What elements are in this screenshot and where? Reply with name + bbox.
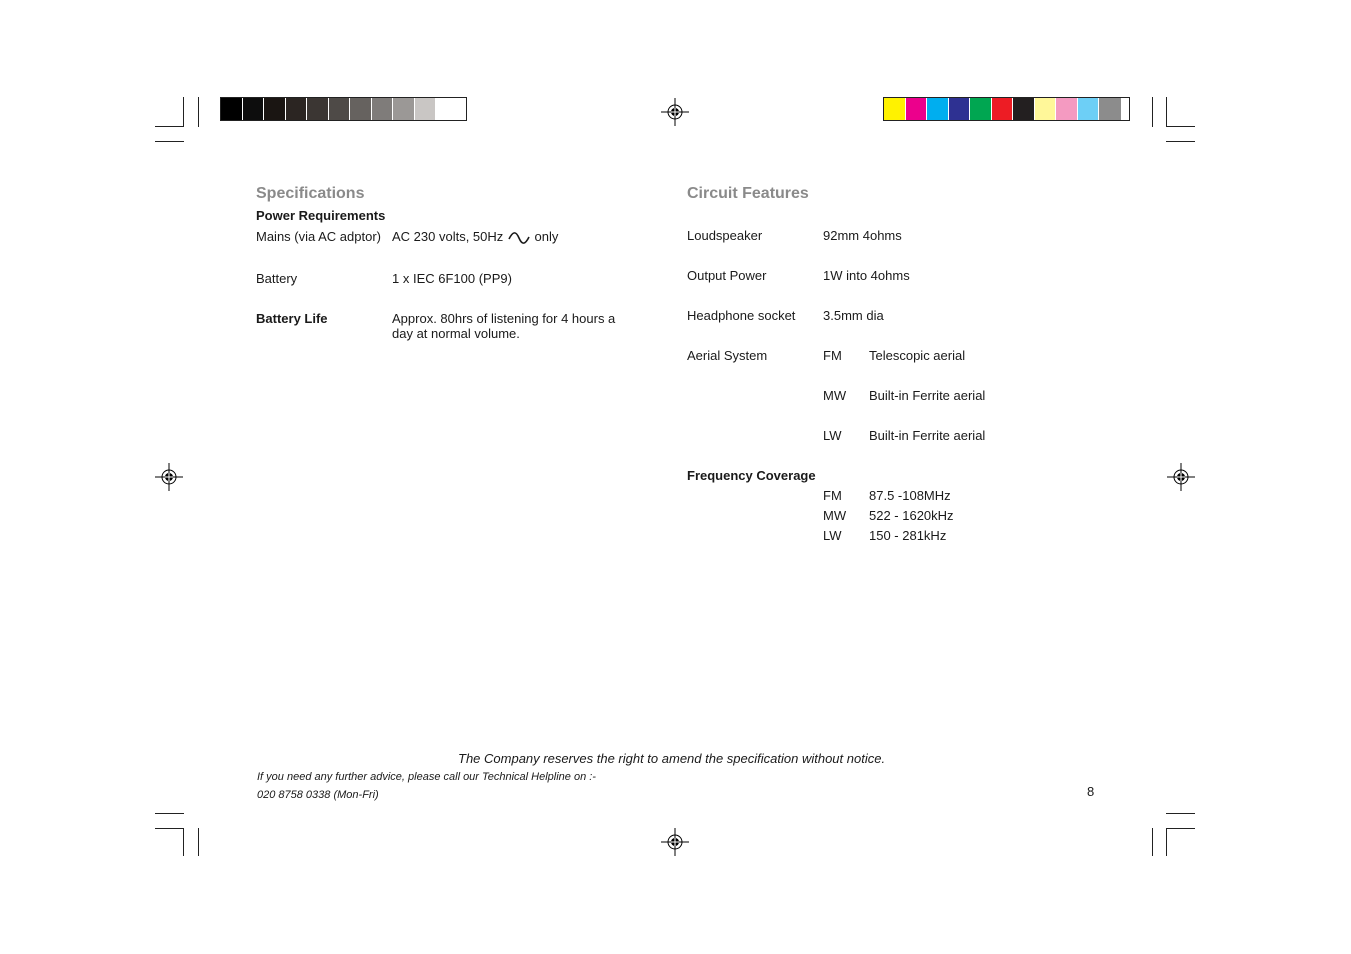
frequency-band: LW [823, 528, 842, 543]
loudspeaker-label: Loudspeaker [687, 228, 763, 243]
crop-mark [198, 97, 199, 127]
frequency-range: 150 - 281kHz [869, 528, 947, 543]
color-swatch [1013, 98, 1035, 120]
battery-life-label: Battery Life [256, 311, 328, 326]
crop-mark [1152, 97, 1153, 127]
battery-life-line1: Approx. 80hrs of listening for 4 hours a [392, 311, 616, 326]
color-swatch [906, 98, 928, 120]
mains-value-suffix: only [534, 229, 559, 244]
specifications-heading: Specifications [256, 185, 365, 202]
frequency-band: FM [823, 488, 842, 503]
crop-mark [183, 97, 184, 127]
color-swatch [286, 98, 308, 120]
color-swatch [415, 98, 437, 120]
crop-mark [1166, 141, 1195, 142]
crop-mark [1152, 828, 1153, 856]
battery-value: 1 x IEC 6F100 (PP9) [392, 271, 512, 286]
headphone-value: 3.5mm dia [823, 308, 884, 323]
amendment-notice: The Company reserves the right to amend the specification without notice. [458, 751, 886, 766]
color-swatch [393, 98, 415, 120]
grayscale-color-bar [220, 97, 467, 121]
color-swatch [372, 98, 394, 120]
aerial-system-label: Aerial System [687, 348, 768, 363]
color-swatch [884, 98, 906, 120]
crop-mark [183, 828, 184, 856]
color-swatch [221, 98, 243, 120]
registration-mark-icon [1167, 463, 1195, 491]
color-swatch [1056, 98, 1078, 120]
color-swatch [992, 98, 1014, 120]
aerial-desc: Built-in Ferrite aerial [869, 388, 986, 403]
color-swatch [264, 98, 286, 120]
color-swatch [1099, 98, 1121, 120]
helpline-text: If you need any further advice, please call our Technical Helpline on :- [257, 771, 596, 783]
page-number: 8 [1087, 784, 1095, 799]
frequency-range: 522 - 1620kHz [869, 508, 954, 523]
registration-mark-icon [155, 463, 183, 491]
color-swatch [1035, 98, 1057, 120]
color-swatch [1078, 98, 1100, 120]
crop-mark [1166, 813, 1195, 814]
aerial-band: LW [823, 428, 842, 443]
crop-mark [1166, 97, 1167, 127]
battery-life-line2: day at normal volume. [392, 326, 520, 341]
mains-value-text: AC 230 volts, 50Hz [392, 229, 504, 244]
aerial-desc: Built-in Ferrite aerial [869, 428, 986, 443]
helpline-phone: 020 8758 0338 (Mon-Fri) [257, 789, 379, 801]
battery-label: Battery [256, 271, 298, 286]
frequency-range: 87.5 -108MHz [869, 488, 951, 503]
color-swatch [307, 98, 329, 120]
ac-sine-icon [508, 231, 530, 245]
crop-mark [1166, 828, 1195, 829]
color-swatch [927, 98, 949, 120]
output-power-value: 1W into 4ohms [823, 268, 910, 283]
circuit-features-heading: Circuit Features [687, 185, 809, 202]
loudspeaker-value: 92mm 4ohms [823, 228, 902, 243]
color-swatch [949, 98, 971, 120]
mains-value [392, 229, 558, 245]
aerial-band: FM [823, 348, 842, 363]
mains-label: Mains (via AC adptor) [256, 229, 381, 244]
color-swatch [350, 98, 372, 120]
crop-mark [155, 813, 184, 814]
crop-mark [155, 828, 184, 829]
frequency-coverage-title: Frequency Coverage [687, 468, 816, 483]
color-swatch [243, 98, 265, 120]
crop-mark [1166, 828, 1167, 856]
output-power-label: Output Power [687, 268, 767, 283]
registration-mark-icon [661, 98, 689, 126]
cmyk-color-bar [883, 97, 1130, 121]
registration-mark-icon [661, 828, 689, 856]
color-swatch [436, 98, 458, 120]
aerial-desc: Telescopic aerial [869, 348, 966, 363]
headphone-label: Headphone socket [687, 308, 796, 323]
crop-mark [1166, 126, 1195, 127]
color-swatch [329, 98, 351, 120]
frequency-band: MW [823, 508, 847, 523]
color-swatch [970, 98, 992, 120]
aerial-band: MW [823, 388, 847, 403]
crop-mark [155, 141, 184, 142]
power-requirements-title: Power Requirements [256, 208, 386, 223]
crop-mark [198, 828, 199, 856]
crop-mark [155, 126, 184, 127]
